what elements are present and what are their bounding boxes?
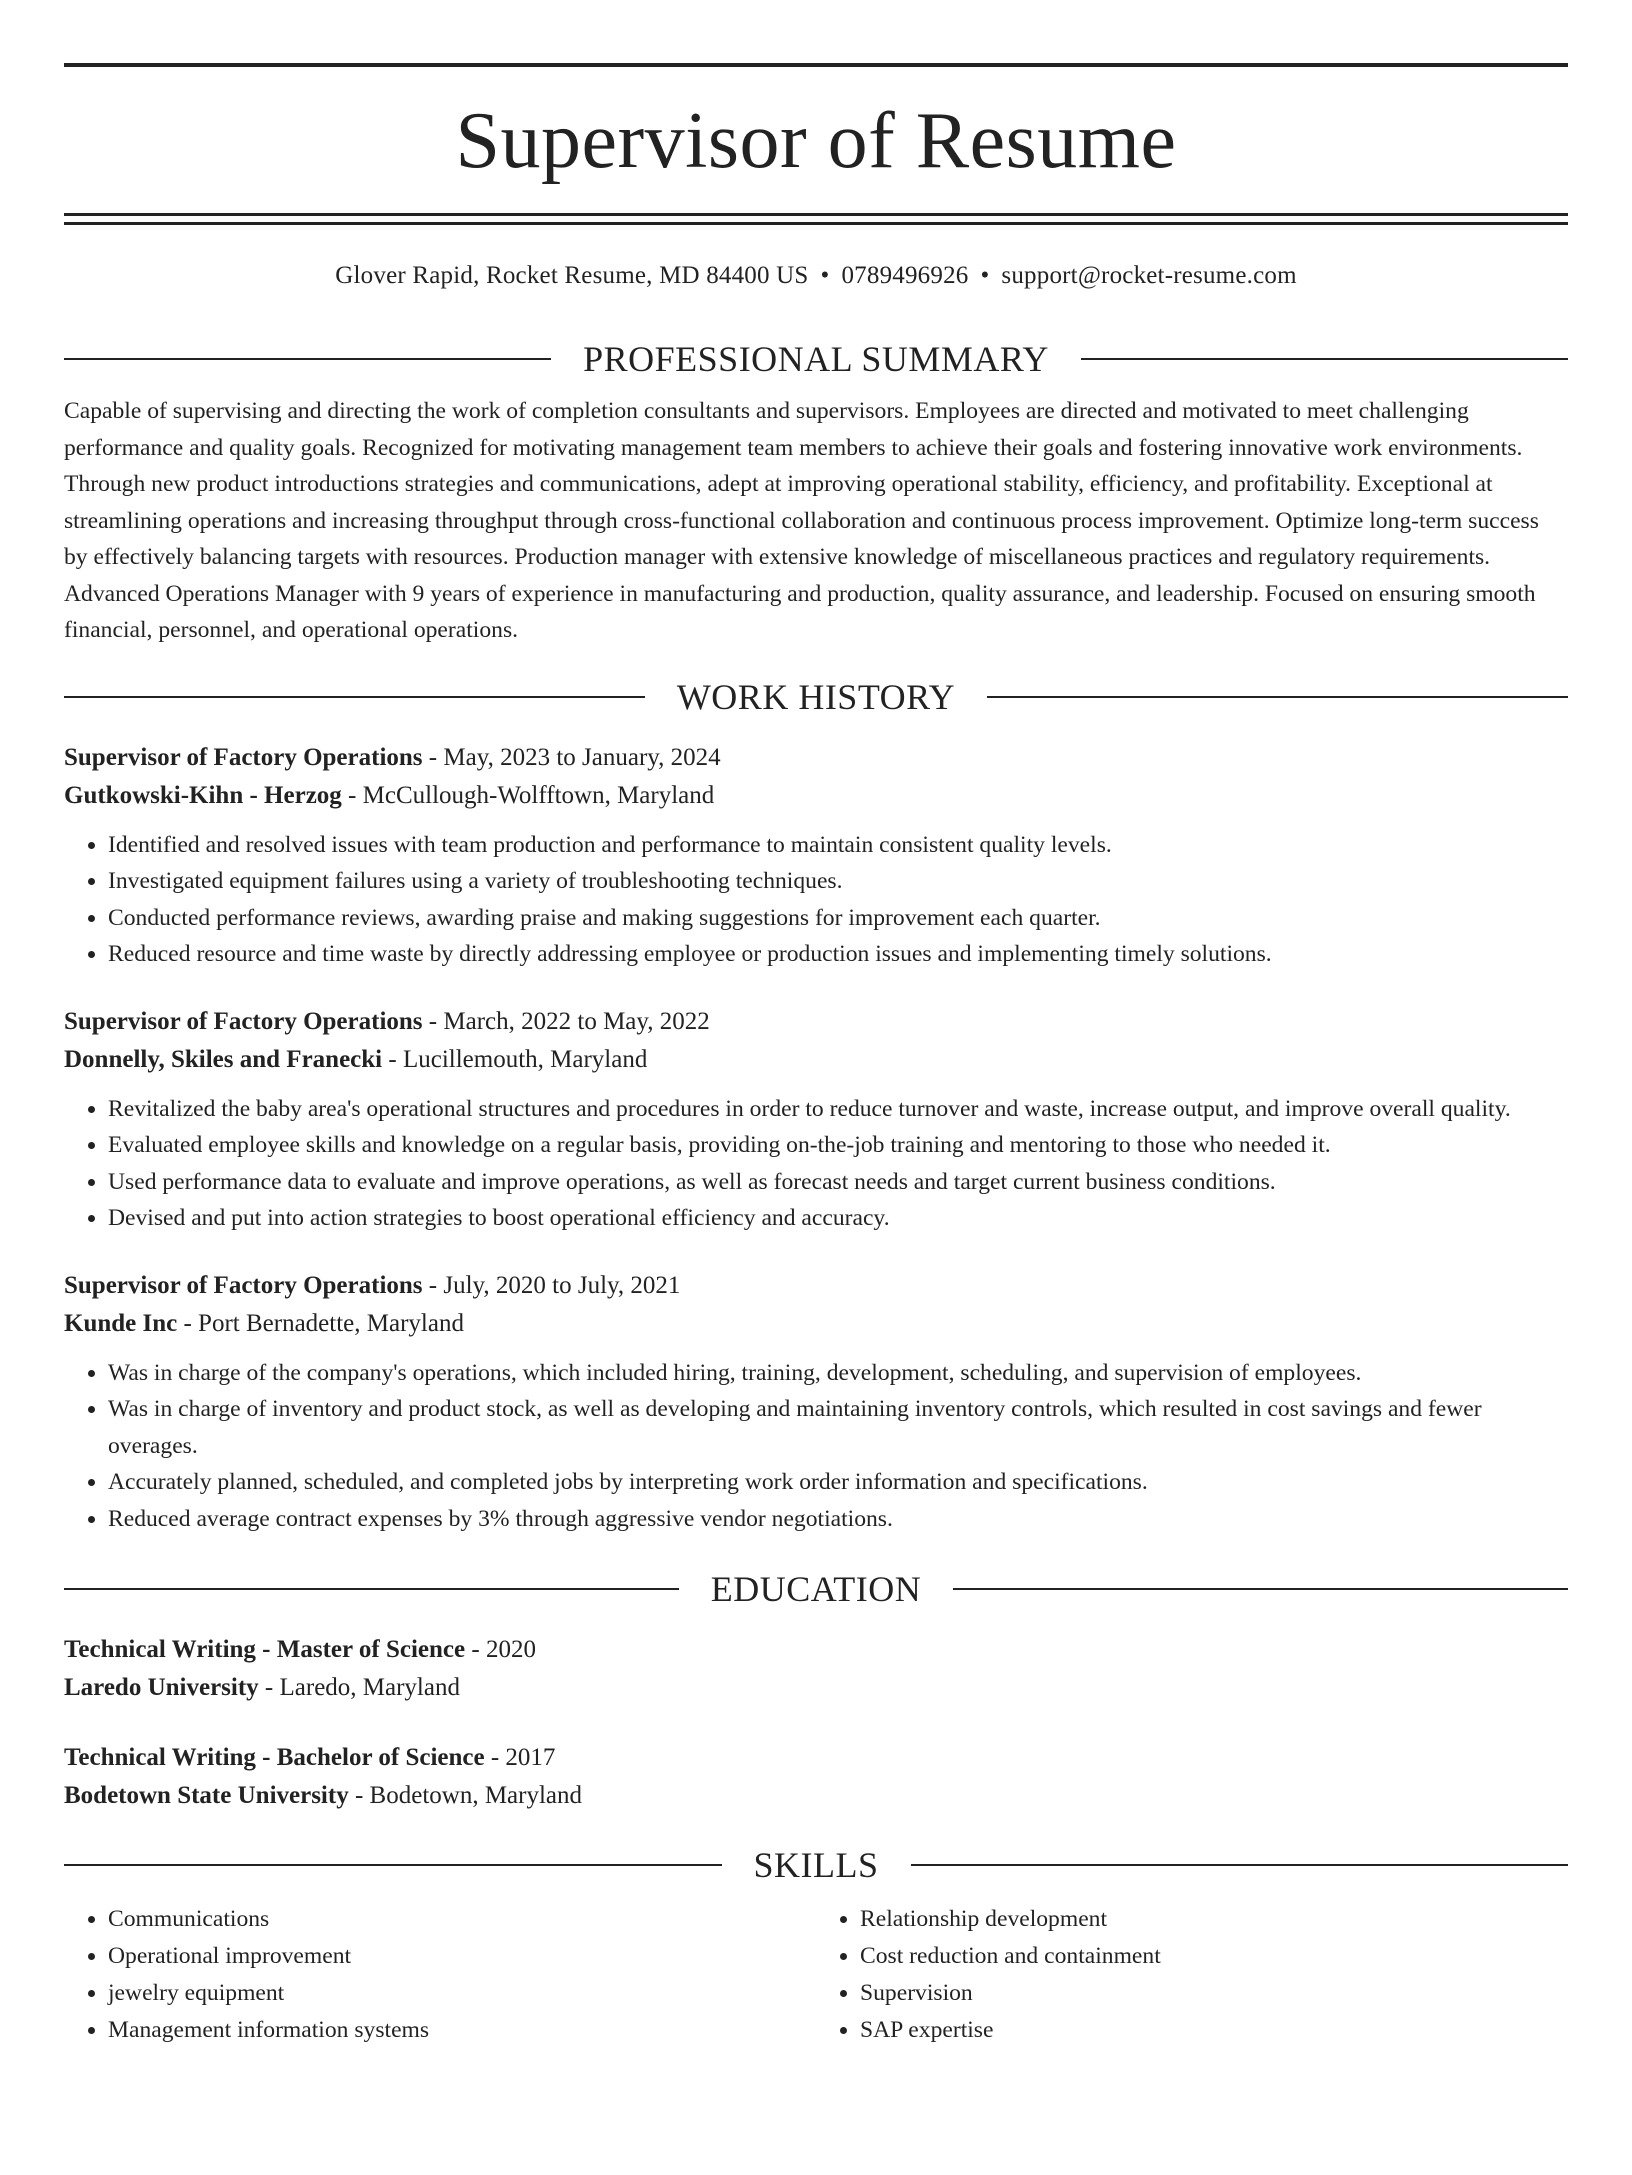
job-company: Donnelly, Skiles and Franecki (64, 1045, 383, 1073)
section-label: PROFESSIONAL SUMMARY (583, 339, 1049, 379)
list-item: • Cost reduction and containment (860, 1938, 1568, 1975)
contact-line (64, 261, 1568, 291)
job-company: Kunde Inc (64, 1309, 178, 1337)
job-location: - Lucillemouth, Maryland (382, 1045, 648, 1073)
top-rule (64, 63, 1568, 67)
contact-separator: • (980, 262, 990, 289)
list-item: • jewelry equipment (108, 1975, 816, 2012)
section-heading-summary (64, 341, 1568, 377)
summary-text: Capable of supervising and directing the work of completion consultants and supervisors. Employees are directed and motivated to meet challenging performance and quality goals. Recognized for motivating management team members to achieve their goals and fostering innovative work environments. Through new product introductions strategies and communications, adept at improving operational stability, efficiency, and profitability. Exceptional at streamlining operations and increasing throughput through cross-functional collaboration and continuous process improvement. Optimize long-term success by effectively balancing targets with resources. Production manager with extensive knowledge of miscellaneous practices and regulatory requirements. Advanced Operations Manager with 9 years of experience in manufacturing and production, quality assurance, and leadership. Focused on ensuring smooth financial, personnel, and operational operations. (64, 398, 1539, 643)
section-heading-work (64, 676, 1568, 717)
resume-page (0, 63, 1632, 2175)
skills-column-left (64, 1901, 816, 2049)
heading-rule (987, 696, 1568, 698)
education-degree: Technical Writing - Bachelor of Science (64, 1744, 485, 1771)
job-dates: - March, 2022 to May, 2022 (422, 1007, 710, 1035)
list-item: • Was in charge of inventory and product stock, as well as developing and maintaining inventory controls, which resulted in cost savings and fewer overages. (108, 1391, 1568, 1464)
section-label: EDUCATION (710, 1569, 922, 1609)
job-company-line (64, 1041, 1568, 1079)
education-degree-line (64, 1631, 1568, 1669)
heading-rule (64, 696, 645, 698)
list-item: • Relationship development (860, 1901, 1568, 1938)
education-school: Bodetown State University (64, 1782, 349, 1809)
list-item: • Accurately planned, scheduled, and completed jobs by interpreting work order information and specifications. (108, 1464, 1568, 1501)
education-entry (64, 1739, 1568, 1815)
list-item: • Was in charge of the company's operations, which included hiring, training, development, scheduling, and supervision of employees. (108, 1355, 1568, 1392)
heading-rule (64, 358, 551, 360)
list-item: • Investigated equipment failures using a variety of troubleshooting techniques. (108, 863, 1568, 900)
education-location: - Laredo, Maryland (258, 1674, 460, 1701)
job-company-line (64, 1305, 1568, 1343)
education-year: - 2020 (465, 1636, 536, 1663)
list-item: • Communications (108, 1901, 816, 1938)
education-degree: Technical Writing - Master of Science (64, 1636, 466, 1663)
list-item: • Revitalized the baby area's operational structures and procedures in order to reduce turnover and waste, increase output, and improve overall quality. (108, 1091, 1568, 1128)
job-company-line (64, 777, 1568, 815)
list-item: • Reduced resource and time waste by directly addressing employee or production issues and implementing timely solutions. (108, 936, 1568, 973)
list-item: • Identified and resolved issues with team production and performance to maintain consistent quality levels. (108, 827, 1568, 864)
list-item: • Management information systems (108, 2012, 816, 2049)
job-entry (64, 1267, 1568, 1538)
job-entry (64, 1003, 1568, 1237)
job-title: Supervisor of Factory Operations (64, 1271, 423, 1299)
heading-rule (64, 1588, 679, 1590)
job-title-line (64, 1267, 1568, 1305)
list-item: • Conducted performance reviews, awarding praise and making suggestions for improvement each quarter. (108, 900, 1568, 937)
education-location: - Bodetown, Maryland (348, 1782, 583, 1809)
education-entry (64, 1631, 1568, 1707)
contact-separator: • (820, 262, 830, 289)
heading-rule (911, 1864, 1569, 1866)
section-heading-education (64, 1571, 1568, 1607)
job-dates: - July, 2020 to July, 2021 (422, 1271, 681, 1299)
job-location: - McCullough-Wolfftown, Maryland (341, 781, 715, 809)
resume-title: Supervisor of Resume (455, 97, 1177, 185)
list-item: • Evaluated employee skills and knowledge on a regular basis, providing on-the-job training and mentoring to those who needed it. (108, 1127, 1568, 1164)
job-dates: - May, 2023 to January, 2024 (422, 743, 721, 771)
job-title-line (64, 1003, 1568, 1041)
job-location: - Port Bernadette, Maryland (177, 1309, 464, 1337)
job-entry (64, 739, 1568, 973)
job-bullets (64, 827, 1568, 973)
education-school-line (64, 1777, 1568, 1815)
list-item: • Devised and put into action strategies to boost operational efficiency and accuracy. (108, 1200, 1568, 1237)
contact-phone: 0789496926 (841, 262, 969, 289)
list-item: • Operational improvement (108, 1938, 816, 1975)
skills-column-right (816, 1901, 1568, 2049)
job-title: Supervisor of Factory Operations (64, 1007, 423, 1035)
section-label: SKILLS (753, 1845, 879, 1885)
contact-address: Glover Rapid, Rocket Resume, MD 84400 US (335, 262, 809, 289)
list-item: • Reduced average contract expenses by 3% through aggressive vendor negotiations. (108, 1501, 1568, 1538)
heading-rule (64, 1864, 722, 1866)
section-heading-skills (64, 1847, 1568, 1883)
heading-rule (953, 1588, 1568, 1590)
job-title-line (64, 739, 1568, 777)
double-rule (64, 213, 1568, 225)
education-year: - 2017 (484, 1744, 556, 1771)
job-bullets (64, 1091, 1568, 1237)
job-company: Gutkowski-Kihn - Herzog (64, 781, 342, 809)
education-school: Laredo University (64, 1674, 259, 1701)
list-item: • Supervision (860, 1975, 1568, 2012)
list-item: • SAP expertise (860, 2012, 1568, 2049)
education-school-line (64, 1669, 1568, 1707)
skills-list (64, 1901, 1568, 2049)
heading-rule (1081, 358, 1568, 360)
job-title: Supervisor of Factory Operations (64, 743, 423, 771)
job-bullets (64, 1355, 1568, 1538)
list-item: • Used performance data to evaluate and improve operations, as well as forecast needs and target current business conditions. (108, 1164, 1568, 1201)
education-degree-line (64, 1739, 1568, 1777)
contact-email: support@rocket-resume.com (1001, 262, 1297, 289)
section-label: WORK HISTORY (676, 676, 956, 717)
